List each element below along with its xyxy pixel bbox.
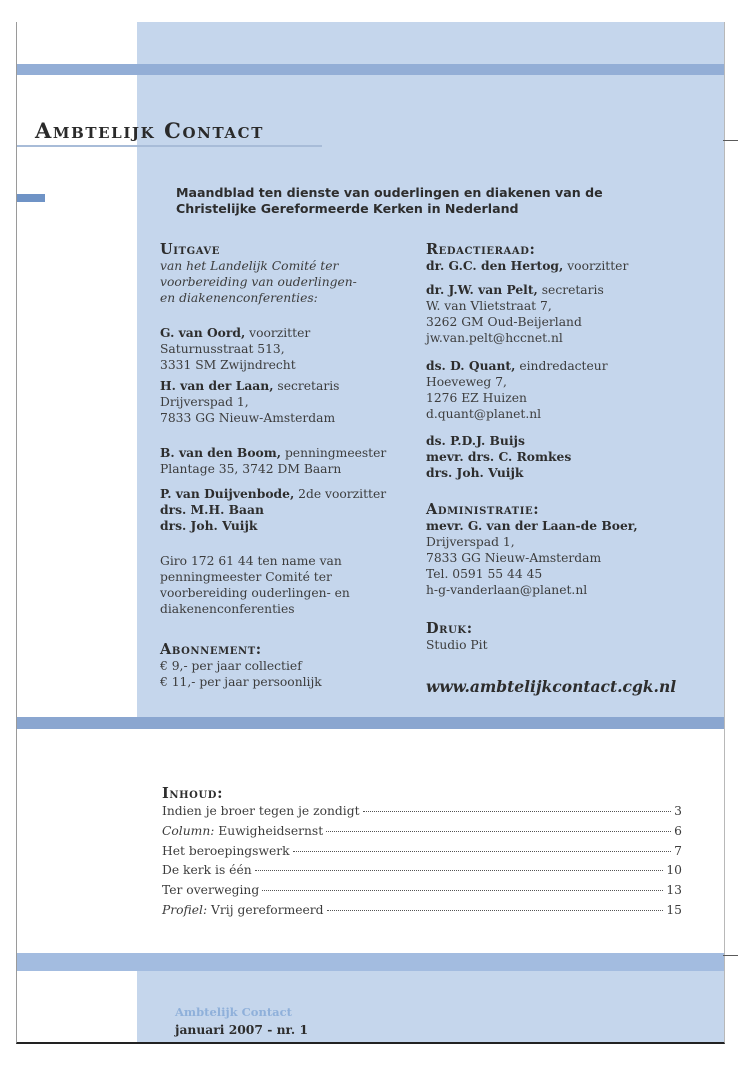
- uitgave-heading: Uitgave: [160, 241, 220, 258]
- contact-van-pelt: dr. J.W. van Pelt, secretaris W. van Vlietstraat 7, 3262 GM Oud-Beijerland jw.van.pelt@hccnet.nl: [426, 282, 604, 345]
- footer-area: [17, 971, 724, 1042]
- contact-den-hertog: dr. G.C. den Hertog, voorzitter: [426, 258, 629, 273]
- website-link[interactable]: www.ambtelijkcontact.cgk.nl: [426, 677, 677, 696]
- table-of-contents: [162, 804, 682, 923]
- uitgave-description: van het Landelijk Comité ter voorbereiding van ouderlingen- en diakenenconferenties:: [160, 259, 357, 305]
- footer-issue: januari 2007 - nr. 1: [175, 1022, 308, 1037]
- intro-text: Maandblad ten dienste van ouderlingen en diakenen van de Christelijke Gereformeerde Kerken in Nederland: [176, 185, 603, 216]
- toc-entry[interactable]: Profiel: Vrij gereformeerd 15: [162, 902, 682, 917]
- title-underline: [17, 145, 322, 147]
- contact-van-oord: G. van Oord, voorzitter Saturnusstraat 513, 3331 SM Zwijndrecht: [160, 325, 311, 372]
- giro-info: Giro 172 61 44 ten name van penningmeester Comité ter voorbereiding ouderlingen- en diakenenconferenties: [160, 554, 350, 616]
- top-band: [17, 64, 724, 75]
- administratie-heading: Administratie:: [426, 501, 540, 518]
- abonnement-prices: € 9,- per jaar collectief € 11,- per jaar persoonlijk: [160, 659, 322, 689]
- masthead-title: Ambtelijk Contact: [35, 118, 264, 143]
- administratie-contact: mevr. G. van der Laan-de Boer, Drijverspad 1, 7833 GG Nieuw-Amsterdam Tel. 0591 55 44 45 h-g-vanderlaan@planet.nl: [426, 518, 638, 597]
- bottom-band: [17, 953, 724, 971]
- contact-van-der-laan: H. van der Laan, secretaris Drijverspad 1, 7833 GG Nieuw-Amsterdam: [160, 378, 340, 425]
- left-accent-bar: [17, 194, 45, 202]
- druk-text: Studio Pit: [426, 638, 488, 652]
- druk-heading: Druk:: [426, 620, 473, 637]
- toc-entry[interactable]: Het beroepingswerk 7: [162, 843, 682, 858]
- middle-band: [17, 717, 724, 729]
- toc-entry[interactable]: De kerk is één 10: [162, 863, 682, 878]
- inhoud-heading: Inhoud:: [162, 785, 224, 802]
- toc-entry[interactable]: Column: Euwigheidsernst 6: [162, 823, 682, 838]
- contact-van-den-boom: B. van den Boom, penningmeester Plantage 35, 3742 DM Baarn: [160, 445, 387, 476]
- toc-entry[interactable]: Indien je broer tegen je zondigt 3: [162, 804, 682, 818]
- colophon-page: [16, 22, 725, 1044]
- left-margin: [17, 75, 137, 717]
- edge-mark: [723, 140, 738, 141]
- redactie-members: ds. P.D.J. Buijs mevr. drs. C. Romkes drs. Joh. Vuijk: [426, 433, 572, 480]
- toc-entry[interactable]: Ter overweging 13: [162, 883, 682, 898]
- contact-van-duijvenbode: P. van Duijvenbode, 2de voorzitter drs. M.H. Baan drs. Joh. Vuijk: [160, 486, 387, 533]
- contact-quant: ds. D. Quant, eindredacteur Hoeveweg 7, 1276 EZ Huizen d.quant@planet.nl: [426, 358, 608, 421]
- footer-publication-name: Ambtelijk Contact: [175, 1005, 292, 1019]
- abonnement-heading: Abonnement:: [160, 641, 262, 658]
- edge-mark: [723, 955, 738, 956]
- redactieraad-heading: Redactieraad:: [426, 241, 536, 258]
